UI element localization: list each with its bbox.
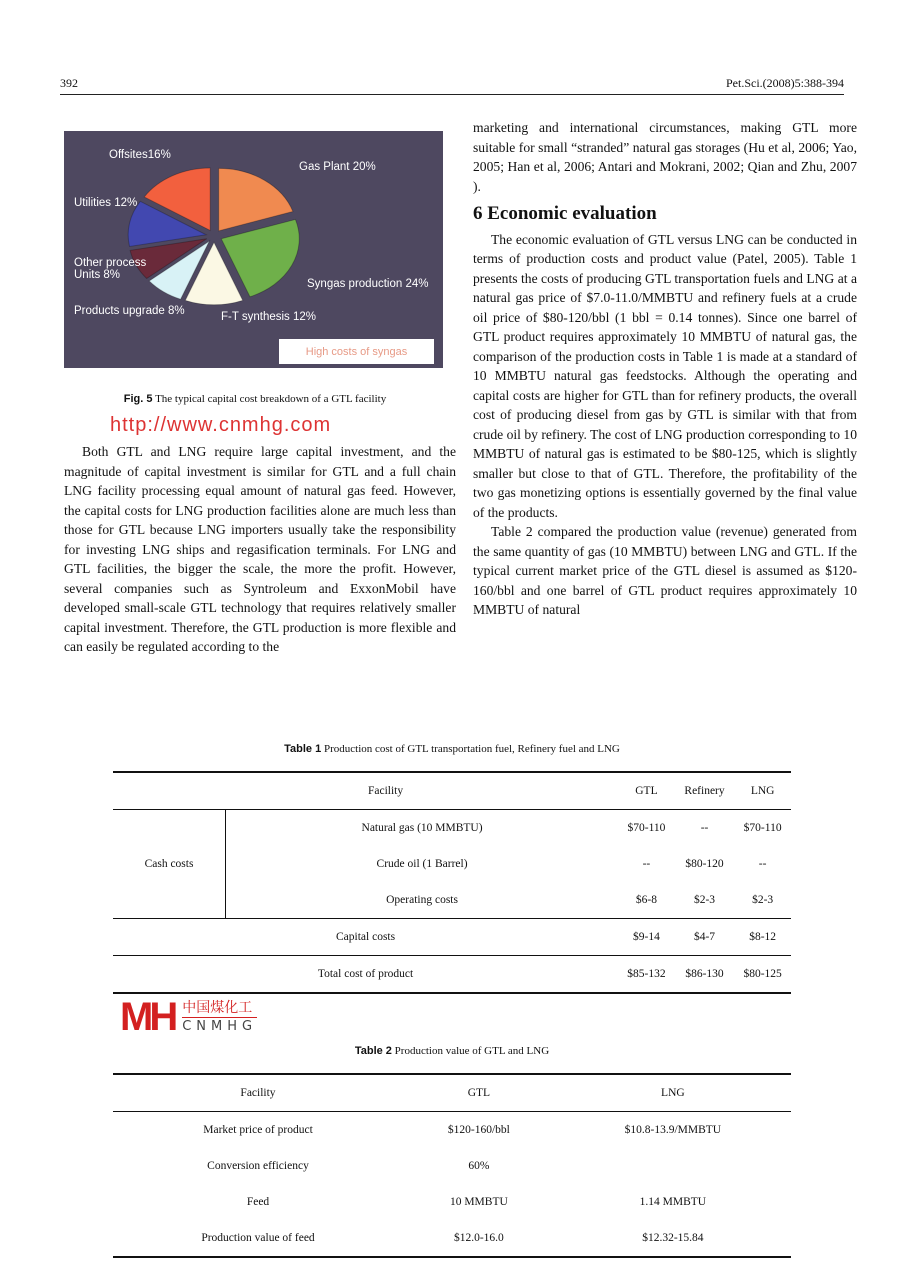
table-header-row: Facility GTL Refinery LNG	[113, 772, 791, 810]
pie-chart	[64, 131, 443, 368]
table2	[113, 1073, 791, 1258]
table1-caption: Table 1 Production cost of GTL transportation fuel, Refinery fuel and LNG	[284, 743, 620, 755]
pie-label: Gas Plant 20%	[299, 161, 376, 173]
figure-note: High costs of syngas	[279, 339, 434, 364]
left-column	[64, 442, 456, 657]
table1	[113, 771, 791, 994]
table-row: Capital costs $9-14 $4-7 $8-12	[113, 919, 791, 956]
paragraph: Both GTL and LNG require large capital investment, and the magnitude of capital investment is similar for GTL and a full chain LNG facility processing equal amount of natural gas feed. However, the capital costs for LNG production facilities alone are much less than those for GTL because LNG importers usually take the responsibility for investing LNG ships and regasification terminals. For LNG and GTL facilities, the bigger the scale, the more the profit. However, several companies such as Syntroleum and ExxonMobil have developed small-scale GTL technology that requires relatively smaller capital investment. Therefore, the GTL production is more flexible and can easily be regulated according to the	[64, 444, 456, 654]
pie-slice	[219, 168, 293, 230]
right-column	[473, 118, 857, 620]
journal-citation: Pet.Sci.(2008)5:388-394	[726, 76, 844, 90]
table-row: Conversion efficiency 60%	[207, 1160, 490, 1172]
table-row: Total cost of product $85-132 $86-130 $80-125	[317, 968, 782, 980]
table-header-row: Facility GTL LNG	[113, 1074, 791, 1112]
figure-caption: Fig. 5 The typical capital cost breakdown of a GTL facility	[123, 393, 387, 405]
section-heading: 6 Economic evaluation	[473, 203, 657, 224]
page-number: 392	[60, 76, 78, 90]
table-row: Feed 10 MMBTU 1.14 MMBTU	[246, 1196, 707, 1208]
table-row: Market price of product $120-160/bbl $10.8-13.9/MMBTU	[203, 1124, 722, 1136]
logo-cn: 中国煤化工	[182, 1000, 257, 1018]
pie-label: Products upgrade 8%	[74, 305, 185, 317]
paragraph: The economic evaluation of GTL versus LNG can be conducted in terms of production costs and product value (Patel, 2005). Table 1 presents the costs of producing GTL transportation fuels and LNG at a natural gas price of $7.0-11.0/MMBTU and refinery fuels at a crude oil price of $80-120/bbl (1 bbl = 0.14 tonnes). Since one barrel of GTL product requires approximately 10 MMBTU of natural gas, the comparison of the production costs in Table 1 is made at a standard of 10 MMBTU natural gas feedstocks. Although the operating and capital costs are higher for GTL than for refinery products, the overall cost of producing diesel from gas by GTL is similar with that from crude oil by refinery. The cost of LNG production corresponding to 10 MMBTU of natural gas is estimated to be $80-125, which is slightly smaller but close to that of GTL. Therefore, the profitability of the two gas monetizing options is essentially governed by the final value of the products.	[473, 231, 857, 520]
watermark-logo	[120, 997, 257, 1037]
pie-label: Other process Units 8%	[74, 257, 147, 281]
table-row: Cash costs Natural gas (10 MMBTU) $70-110 -- $70-110	[113, 810, 791, 847]
pie-chart-figure	[64, 131, 443, 368]
logo-en: CNMHG	[182, 1018, 258, 1034]
watermark-url: http://www.cnmhg.com	[110, 414, 332, 436]
table-row: Production value of feed $12.0-16.0 $12.32-15.84	[201, 1232, 704, 1244]
running-header	[60, 76, 844, 95]
paragraph: marketing and international circumstances, making GTL more suitable for small “stranded” natural gas storages (Hu et al, 2006; Yao, 2005; Han et al, 2006; Antari and Mokrani, 2002; Qian and Zhu, 2007 ).	[473, 120, 857, 194]
table-row: Operating costs $6-8 $2-3 $2-3	[113, 882, 791, 919]
pie-label: Offsites16%	[109, 149, 171, 161]
pie-label: F-T synthesis 12%	[221, 311, 317, 323]
table2-caption: Table 2 Production value of GTL and LNG	[354, 1045, 550, 1057]
table-row: Crude oil (1 Barrel) -- $80-120 --	[376, 858, 767, 870]
paragraph: Table 2 compared the production value (revenue) generated from the same quantity of gas (10 MMBTU) between LNG and GTL. If the typical current market price of the GTL diesel is assumed as $120-160/bbl and one barrel of GTL product requires approximately 10 MMBTU of natural	[473, 524, 857, 617]
pie-label: Syngas production 24%	[307, 278, 429, 290]
logo-mark: MH	[120, 995, 175, 1039]
pie-label: Utilities 12%	[74, 197, 138, 209]
